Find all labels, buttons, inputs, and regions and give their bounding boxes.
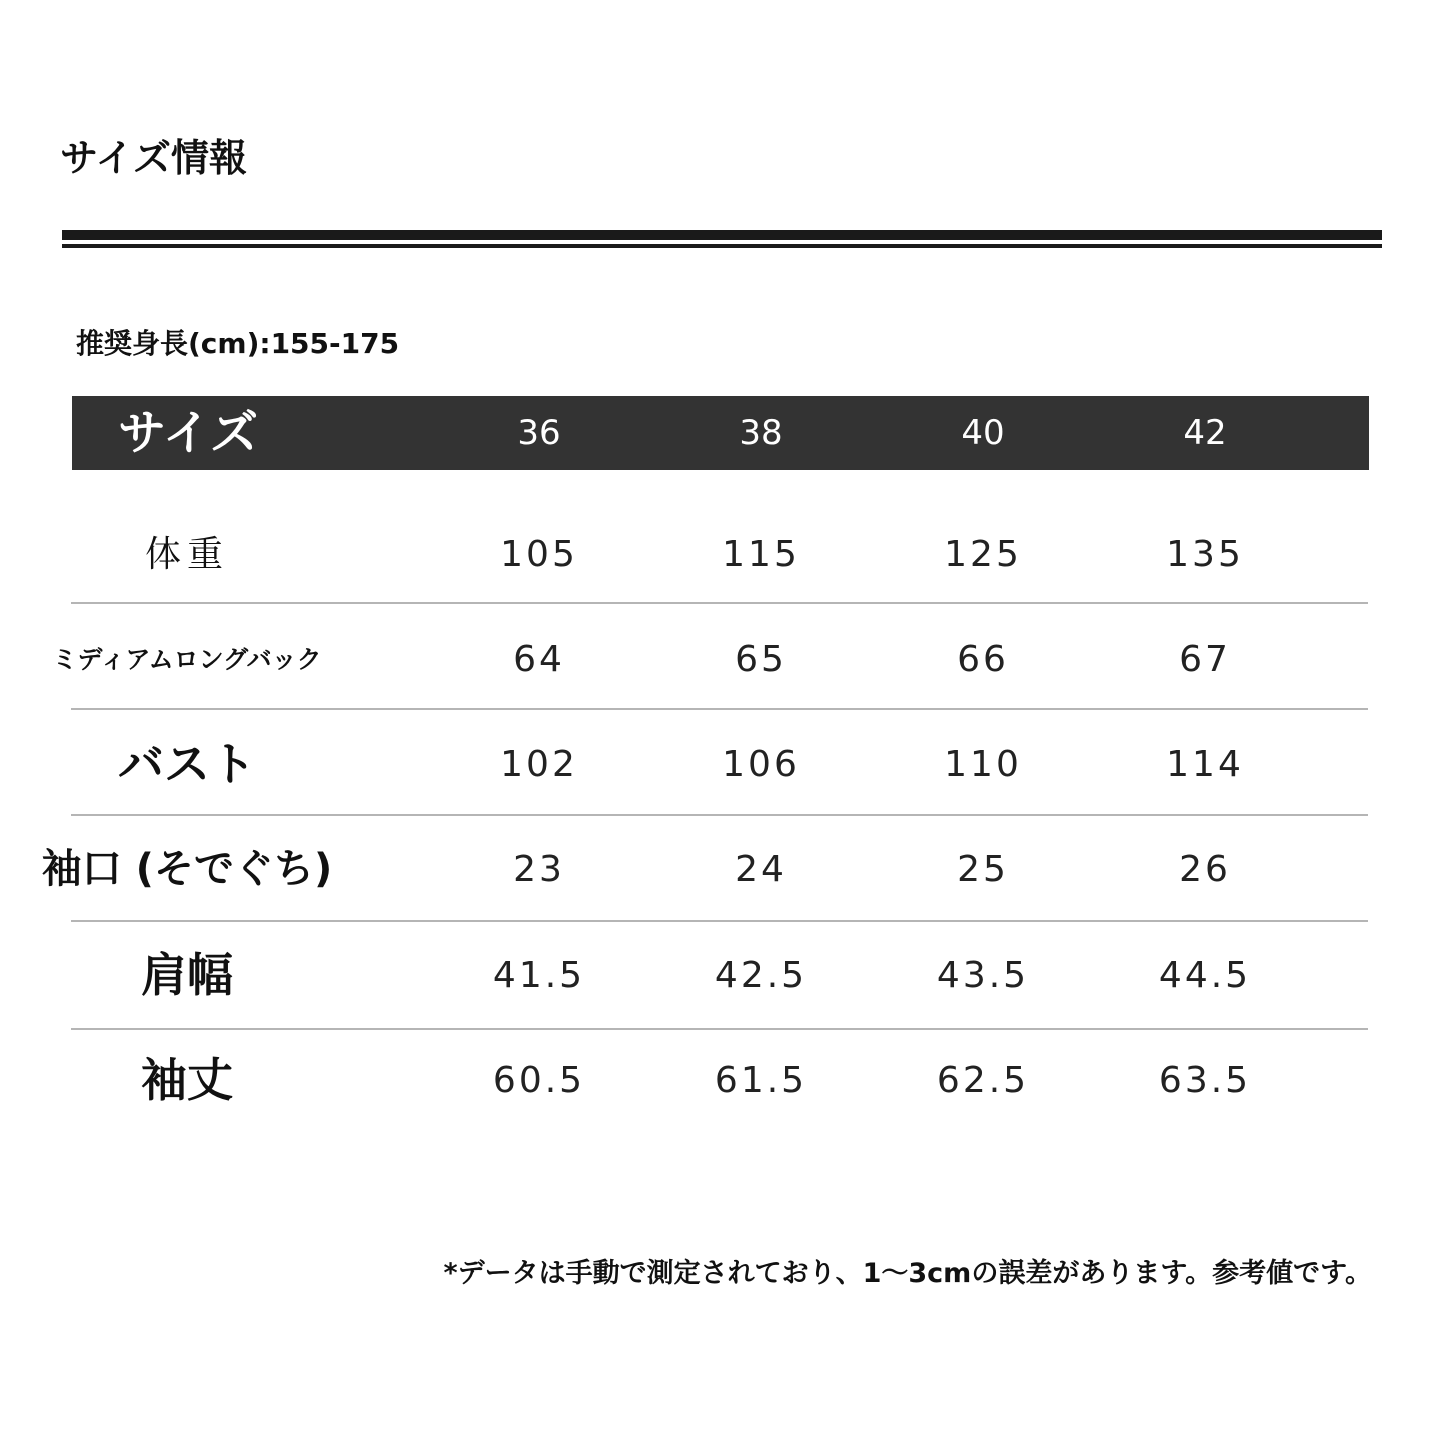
header-size-40: 40 [961,413,1005,453]
row-label-cuff: 袖口 (そでぐち) [41,846,333,892]
cell-sleeve-40: 62.5 [936,1060,1030,1101]
cell-weight-42: 135 [1166,534,1244,575]
table-row-bust [0,712,1440,817]
table-row-length [0,607,1440,712]
recommended-height: 推奨身長(cm):155-175 [76,327,400,360]
header-size-36: 36 [517,413,561,453]
cell-bust-38: 106 [722,744,800,785]
header-size-38: 38 [739,413,783,453]
row-label-length: ミディアムロングバック [52,645,322,674]
cell-shoulder-36: 41.5 [492,955,586,996]
cell-cuff-38: 24 [735,849,787,890]
cell-shoulder-42: 44.5 [1158,955,1252,996]
row-divider [71,708,1368,710]
cell-cuff-36: 23 [513,849,565,890]
table-row-cuff [0,817,1440,922]
row-divider [71,920,1368,922]
cell-weight-40: 125 [944,534,1022,575]
row-label-shoulder: 肩幅 [141,948,233,1002]
page-title: サイズ情報 [60,136,247,180]
table-header-row [72,396,1369,470]
header-label: サイズ [118,405,259,461]
cell-bust-36: 102 [500,744,578,785]
table-row-weight [0,502,1440,607]
footnote: *データは手動で測定されており、1～3cmの誤差があります。参考値です。 [443,1258,1372,1289]
cell-weight-36: 105 [500,534,578,575]
row-label-weight: 体重 [144,534,229,575]
cell-sleeve-36: 60.5 [492,1060,586,1101]
cell-sleeve-38: 61.5 [714,1060,808,1101]
row-divider [71,814,1368,816]
table-row-sleeve [0,1028,1440,1133]
table-row-shoulder [0,923,1440,1028]
cell-length-36: 64 [513,639,565,680]
cell-cuff-42: 26 [1179,849,1231,890]
cell-length-40: 66 [957,639,1009,680]
cell-length-42: 67 [1179,639,1231,680]
row-label-bust: バスト [118,737,256,791]
cell-bust-40: 110 [944,744,1022,785]
size-table [0,396,1440,1136]
cell-bust-42: 114 [1166,744,1244,785]
cell-sleeve-42: 63.5 [1158,1060,1252,1101]
title-rule-thin [62,244,1382,248]
row-divider [71,602,1368,604]
cell-cuff-40: 25 [957,849,1009,890]
cell-length-38: 65 [735,639,787,680]
row-label-sleeve: 袖丈 [141,1053,233,1107]
header-size-42: 42 [1183,413,1227,453]
title-rule-thick [62,230,1382,240]
cell-weight-38: 115 [722,534,800,575]
cell-shoulder-38: 42.5 [714,955,808,996]
cell-shoulder-40: 43.5 [936,955,1030,996]
